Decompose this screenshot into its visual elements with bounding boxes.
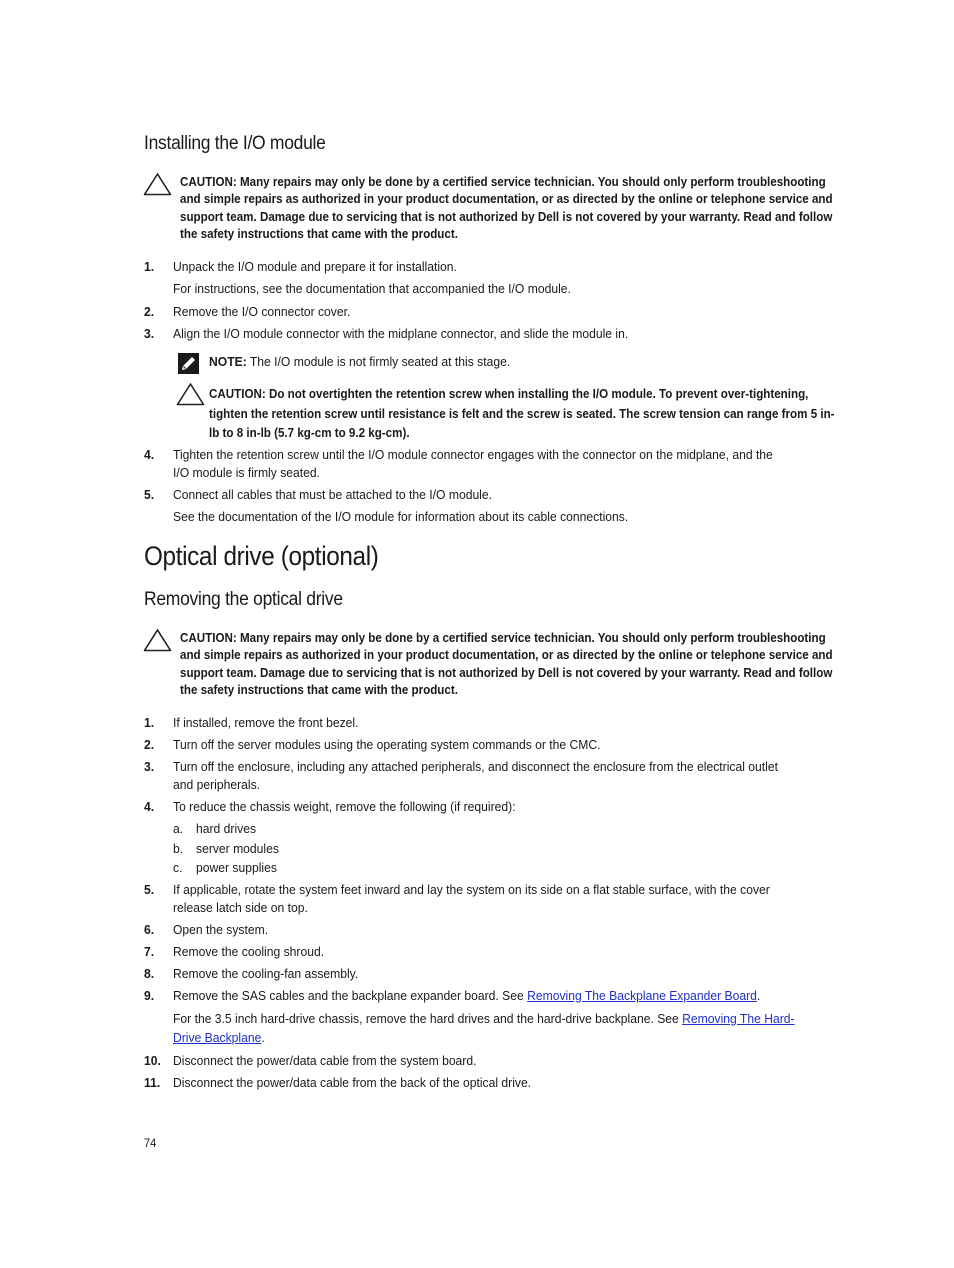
step-number: 2. [144,304,155,319]
step-number: 5. [144,487,155,502]
step-number: 4. [144,799,155,814]
step-number: 2. [144,737,155,752]
step-number: 8. [144,966,155,981]
step-text [173,987,760,1005]
step-text: Tighten the retention screw until the I/O module connector engages with the connector on the midplane, and the [173,447,773,462]
step-subtext: For instructions, see the documentation that accompanied the I/O module. [173,281,571,296]
step-text: Unpack the I/O module and prepare it for installation. [173,259,457,274]
note-text [209,353,510,371]
step-text: Remove the I/O connector cover. [173,304,351,319]
step-subtext-lead: For the 3.5 inch hard-drive chassis, remove the hard drives and the hard-drive backplane. See [173,1011,683,1026]
step-text: Disconnect the power/data cable from the back of the optical drive. [173,1075,532,1090]
note-label: NOTE: [209,354,247,369]
step-text-continued: I/O module is firmly seated. [173,465,320,480]
step-text-continued: release latch side on top. [173,900,308,915]
step-text: Open the system. [173,922,269,937]
section-heading-removing-optical-drive: Removing the optical drive [144,589,343,610]
step-text: Remove the cooling shroud. [173,944,325,959]
caution-retention-screw-text: CAUTION: Do not overtighten the retention screw when installing the I/O module. To prevent over-tightening, tighten the retention screw until resistance is felt and the screw is seated. The screw tension can range from 5 in-lb to 8 in-lb (5.7 kg-cm to 9.2 kg-cm). [209,386,835,440]
step-text-continued: and peripherals. [173,777,261,792]
step-number: 11. [144,1075,161,1090]
caution-text: CAUTION: Many repairs may only be done by a certified service technician. You should only perform troubleshooting and simple repairs as authorized in your product documentation, or as directed by the online or telephone service and support team. Damage due to servicing that is not authorized by Dell is not covered by your warranty. Read and follow the safety instructions that came with the product. [180,174,833,241]
step-text: Connect all cables that must be attached to the I/O module. [173,487,493,502]
step-number: 5. [144,882,155,897]
step-number: 9. [144,988,155,1003]
step-text: To reduce the chassis weight, remove the following (if required): [173,799,516,814]
section-heading-installing-io-module: Installing the I/O module [144,133,326,154]
link-removing-backplane-expander-board[interactable]: Removing The Backplane Expander Board [527,988,757,1003]
subitem-text: power supplies [196,860,277,875]
step-number: 3. [144,326,155,341]
step-text: Disconnect the power/data cable from the system board. [173,1053,477,1068]
step-number: 1. [144,715,155,730]
subitem-letter: b. [173,841,184,856]
subitem-text: server modules [196,841,279,856]
step-subtext [173,1010,795,1028]
caution-icon [143,628,172,652]
subitem-letter: a. [173,821,184,836]
step-subtext-continued [173,1029,265,1047]
step-text: Align the I/O module connector with the midplane connector, and slide the module in. [173,326,629,341]
note-pencil-icon [178,353,199,374]
step-number: 6. [144,922,155,937]
subitem-letter: c. [173,860,183,875]
step-number: 10. [144,1053,161,1068]
caution-text: CAUTION: Many repairs may only be done by a certified service technician. You should only perform troubleshooting and simple repairs as authorized in your product documentation, or as directed by the online or telephone service and support team. Damage due to servicing that is not authorized by Dell is not covered by your warranty. Read and follow the safety instructions that came with the product. [180,630,833,697]
step-text: Remove the cooling-fan assembly. [173,966,359,981]
subitem-text: hard drives [196,821,257,836]
step-text: Turn off the enclosure, including any attached peripherals, and disconnect the enclosure from the electrical outlet [173,759,778,774]
step-text: If installed, remove the front bezel. [173,715,359,730]
step-number: 3. [144,759,155,774]
step-number: 1. [144,259,155,274]
link-removing-hard-drive-backplane-continued[interactable]: Drive Backplane [173,1030,262,1045]
step-subtext: See the documentation of the I/O module for information about its cable connections. [173,509,629,524]
step-text: Turn off the server modules using the operating system commands or the CMC. [173,737,601,752]
step-text: If applicable, rotate the system feet inward and lay the system on its side on a flat stable surface, with the cover [173,882,770,897]
chapter-title-optical-drive: Optical drive (optional) [144,541,379,571]
page-number: 74 [144,1136,157,1150]
step-subtext-after: . [261,1030,265,1045]
link-removing-hard-drive-backplane[interactable]: Removing The Hard- [682,1011,795,1026]
step-text-lead: Remove the SAS cables and the backplane expander board. See [173,988,528,1003]
step-text-after: . [756,988,761,1003]
step-number: 7. [144,944,155,959]
caution-icon [176,382,205,406]
note-body: The I/O module is not firmly seated at this stage. [246,354,511,369]
step-number: 4. [144,447,155,462]
caution-icon [143,172,172,196]
